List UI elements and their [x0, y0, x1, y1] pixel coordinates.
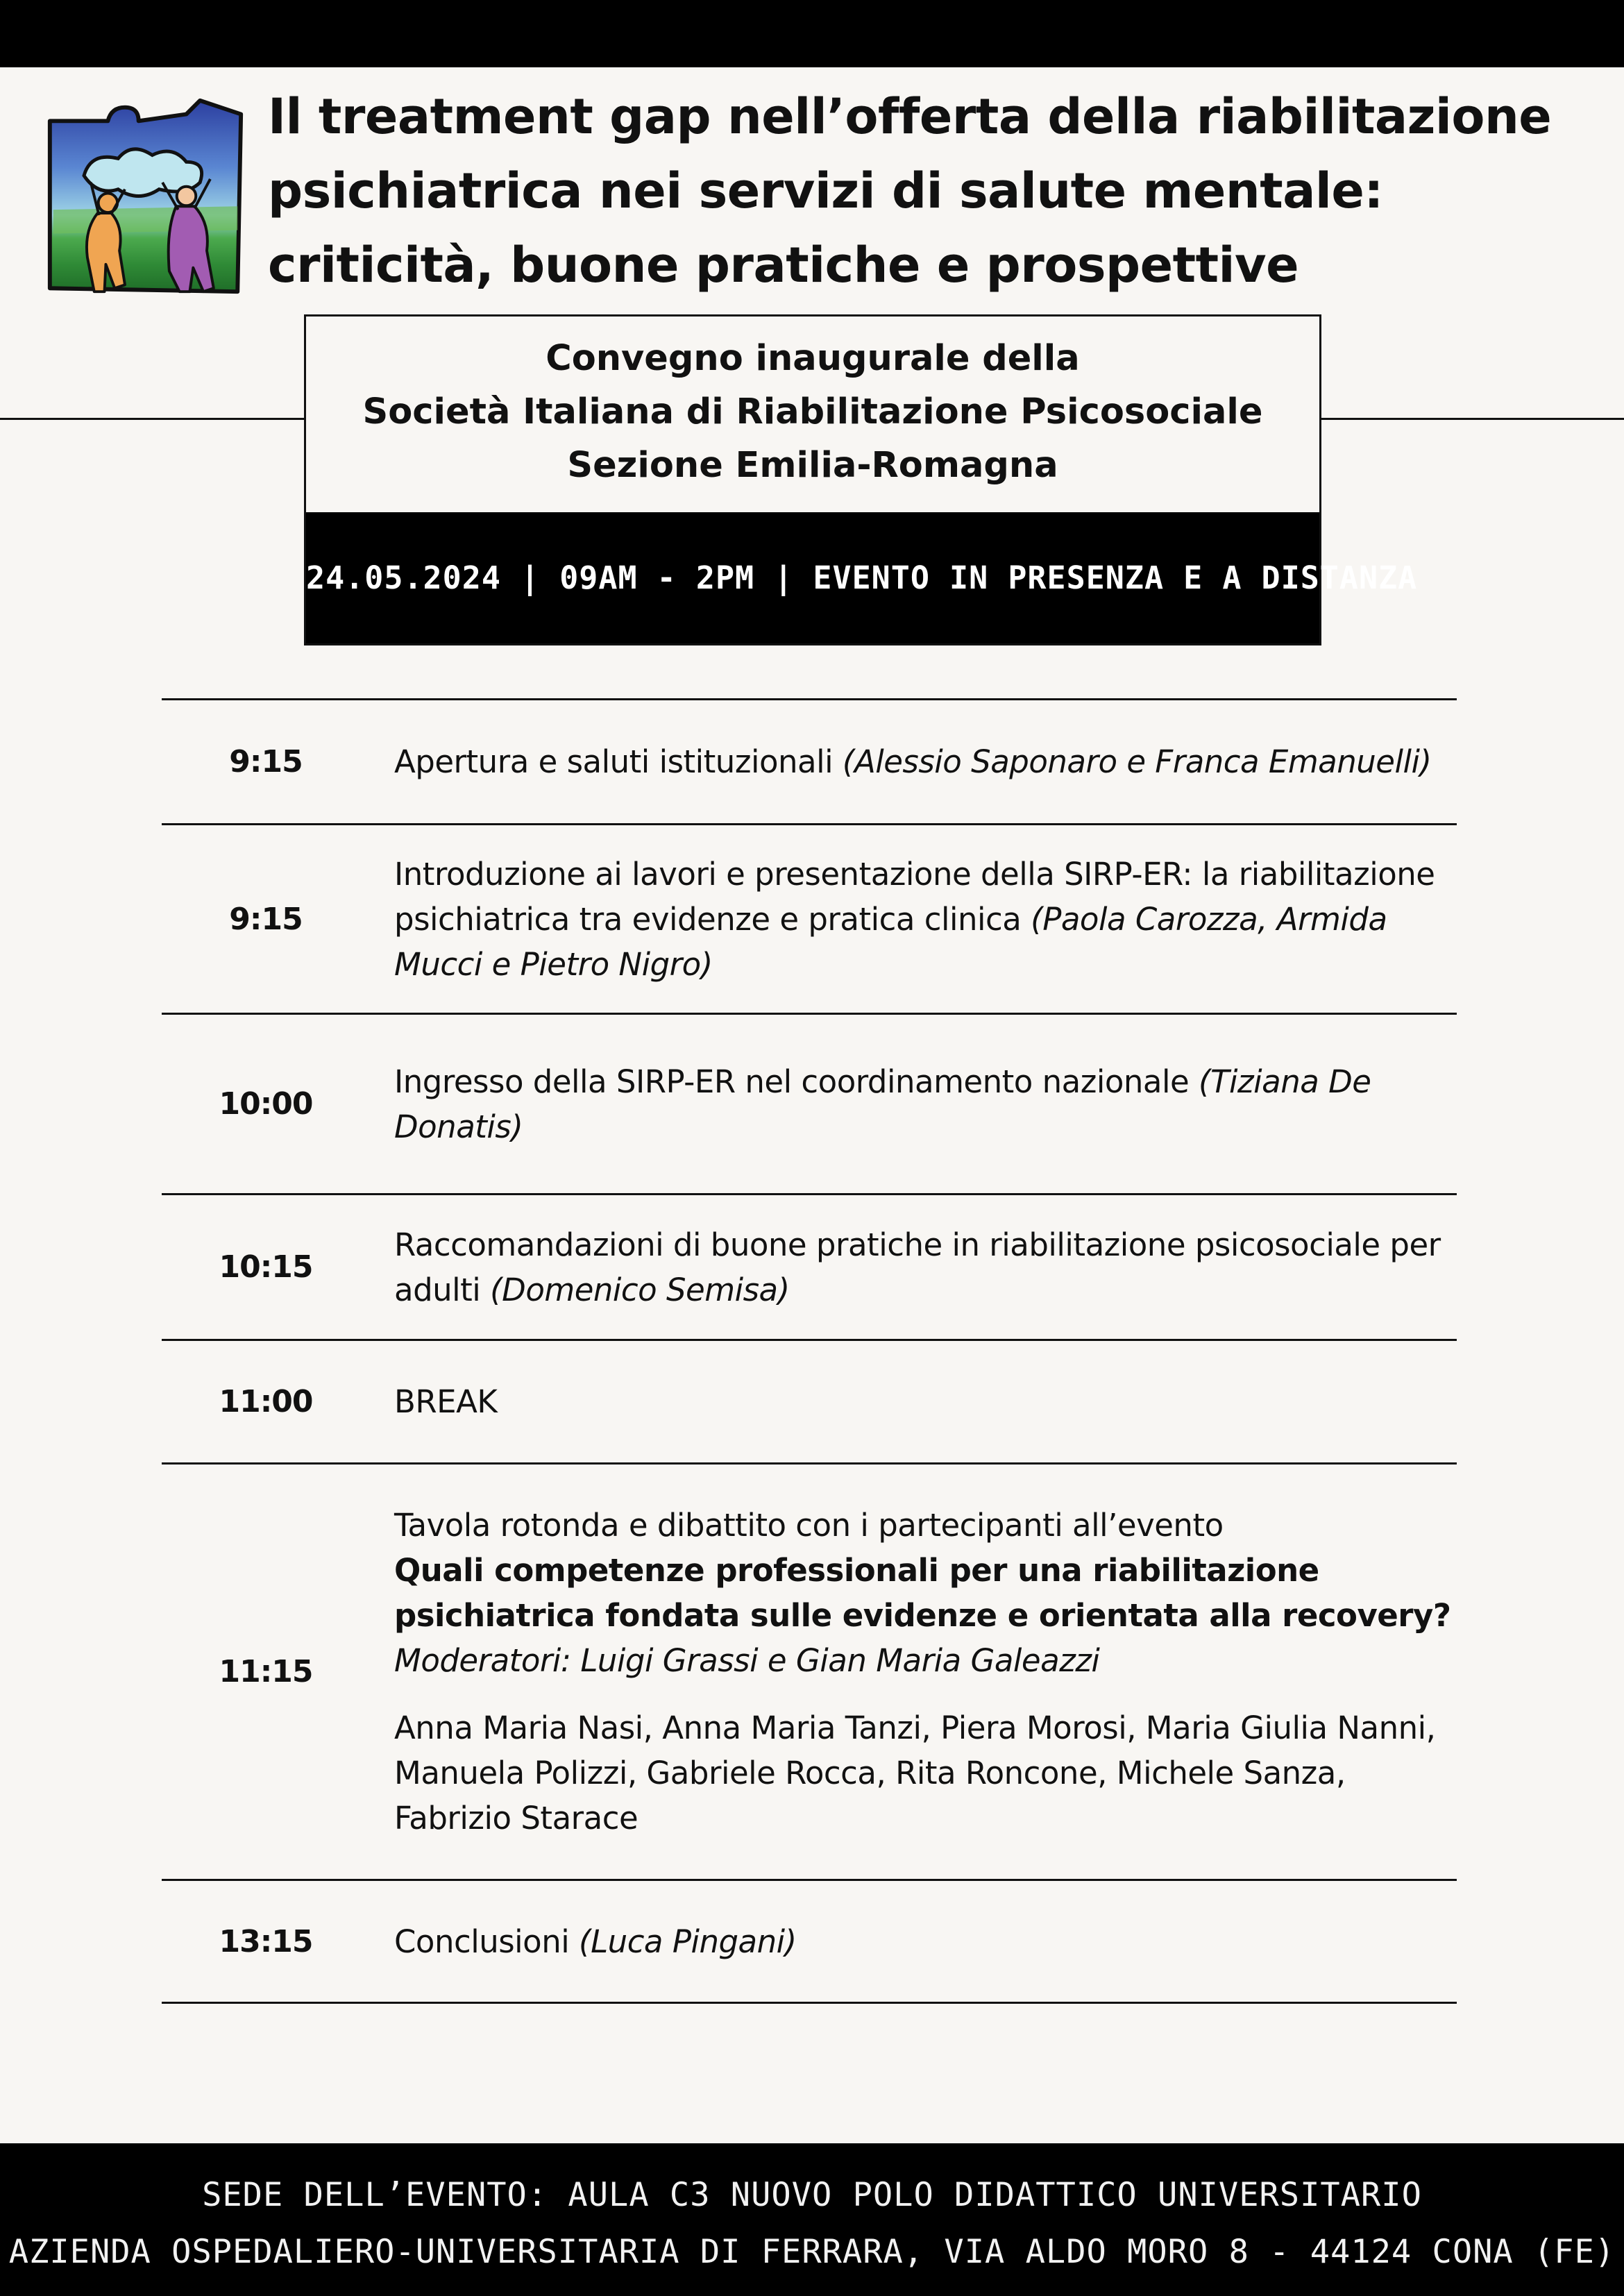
agenda-text: Raccomandazioni di buone pratiche in riabilitazione psicosociale per adulti	[394, 1226, 1441, 1308]
title-line: criticità, buone pratiche e prospettive	[268, 237, 1299, 294]
agenda-row	[162, 1193, 1457, 1339]
subtitle-line: Sezione Emilia-Romagna	[567, 445, 1058, 486]
venue-address: AZIENDA OSPEDALIERO-UNIVERSITARIA DI FERRARA, VIA ALDO MORO 8 - 44124 CONA (FE)	[8, 2233, 1616, 2271]
agenda-time: 13:15	[219, 1923, 313, 1959]
title-line: Il treatment gap nell’offerta della riabilitazione	[268, 88, 1552, 145]
agenda-speakers: (Alessio Saponaro e Franca Emanuelli)	[842, 743, 1432, 780]
agenda-speakers: (Domenico Semisa)	[490, 1271, 790, 1308]
agenda-text: BREAK	[394, 1383, 498, 1420]
divider-right	[1320, 418, 1624, 420]
agenda-content	[370, 852, 1457, 987]
agenda-row	[162, 698, 1457, 823]
top-bar	[0, 0, 1624, 67]
puzzle-people-logo	[43, 94, 248, 298]
agenda-row	[162, 1013, 1457, 1193]
roundtable-intro: Tavola rotonda e dibattito con i partecipanti all’evento	[394, 1507, 1224, 1544]
agenda-time: 9:15	[229, 744, 303, 779]
agenda-time: 9:15	[229, 901, 303, 937]
page-title	[268, 80, 1607, 303]
divider-left	[0, 418, 304, 420]
agenda-speakers: (Tiziana De Donatis)	[394, 1063, 1371, 1145]
agenda-row	[162, 823, 1457, 1013]
agenda-text: Conclusioni	[394, 1923, 580, 1960]
agenda-row	[162, 1462, 1457, 1879]
subtitle-line: Società Italiana di Riabilitazione Psicosociale	[362, 391, 1263, 432]
agenda-text: Introduzione ai lavori e presentazione della SIRP-ER: la riabilitazione psichiatrica tra evidenze e pratica clinica	[394, 855, 1435, 938]
agenda-time: 11:15	[219, 1654, 313, 1689]
agenda-content	[370, 1379, 1457, 1424]
agenda-content	[370, 1222, 1457, 1312]
agenda-time: 10:00	[219, 1086, 313, 1122]
conference-subtitle	[306, 332, 1319, 492]
title-line: psichiatrica nei servizi di salute mentale:	[268, 162, 1383, 219]
roundtable-question: Quali competenze professionali per una riabilitazione psichiatrica fondata sulle evidenze e orientata alla recovery?	[394, 1552, 1451, 1634]
roundtable-panelists: Anna Maria Nasi, Anna Maria Tanzi, Piera Morosi, Maria Giulia Nanni, Manuela Polizzi, Gabriele Rocca, Rita Roncone, Michele Sanza, Fabrizio Starace	[394, 1710, 1436, 1837]
agenda-row	[162, 1339, 1457, 1462]
venue-line: SEDE DELL’EVENTO: AULA C3 NUOVO POLO DIDATTICO UNIVERSITARIO	[202, 2176, 1422, 2214]
agenda-content	[370, 1059, 1457, 1149]
event-date-band: 24.05.2024 | 09AM - 2PM | EVENTO IN PRESENZA E A DISTANZA	[306, 512, 1319, 643]
agenda-content	[370, 1503, 1457, 1841]
agenda-text: Apertura e saluti istituzionali	[394, 743, 843, 780]
roundtable-moderators: Moderatori: Luigi Grassi e Gian Maria Galeazzi	[394, 1642, 1100, 1679]
subtitle-line: Convegno inaugurale della	[545, 338, 1080, 379]
event-box	[304, 314, 1418, 645]
agenda-time: 10:15	[219, 1249, 313, 1285]
agenda-table	[162, 698, 1457, 2004]
agenda-speakers: (Paola Carozza, Armida Mucci e Pietro Nigro)	[394, 900, 1387, 983]
agenda-row	[162, 1879, 1457, 2004]
venue-footer	[0, 2143, 1624, 2296]
agenda-text: Ingresso della SIRP-ER nel coordinamento nazionale	[394, 1063, 1199, 1100]
agenda-content	[370, 739, 1457, 784]
agenda-speakers: (Luca Pingani)	[579, 1923, 797, 1960]
agenda-content	[370, 1919, 1457, 1964]
agenda-time: 11:00	[219, 1384, 313, 1419]
